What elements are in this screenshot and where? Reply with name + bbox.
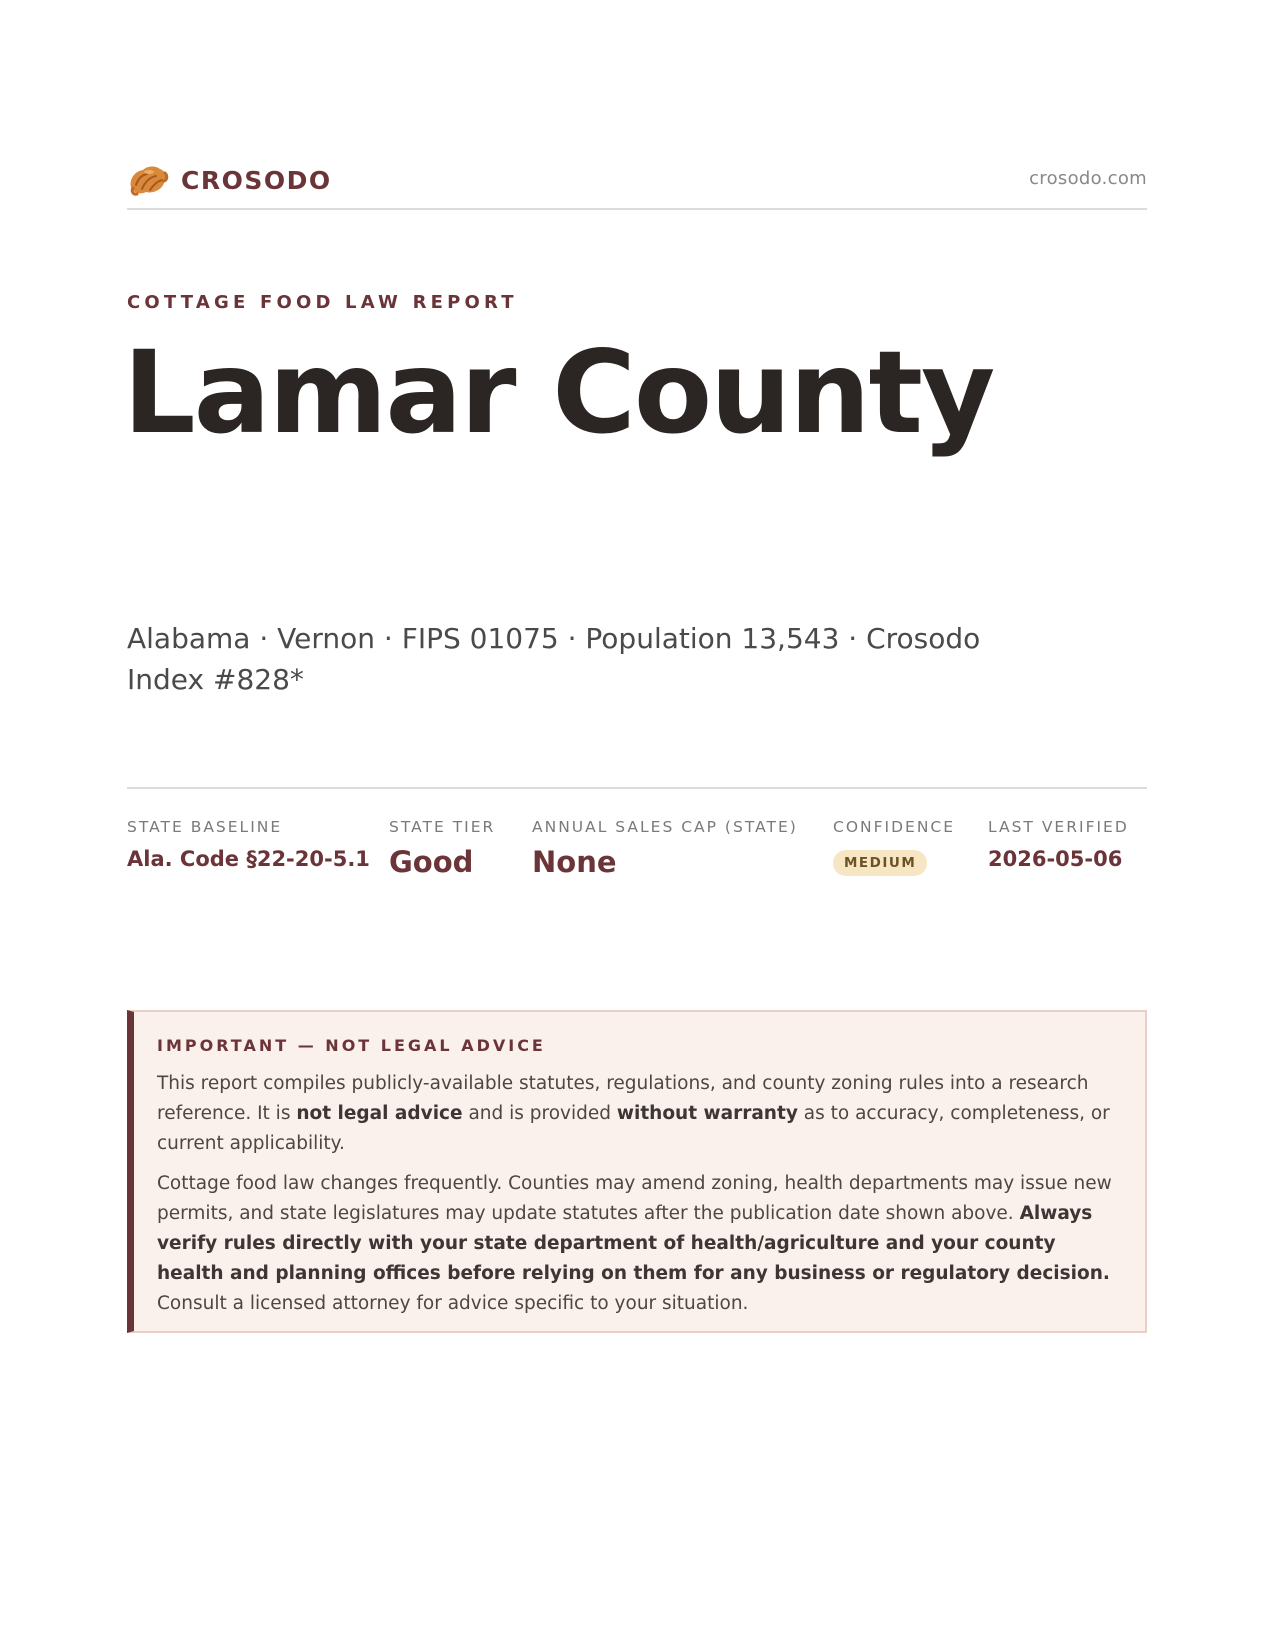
disclaimer-emphasis: without warranty: [616, 1103, 798, 1124]
brand-name: CROSODO: [181, 165, 332, 195]
report-subtitle: Alabama · Vernon · FIPS 01075 · Population 13,543 · Crosodo Index #828*: [127, 622, 981, 696]
status-badge: MEDIUM: [833, 850, 927, 876]
disclaimer-text: as to accuracy, completeness, or current applicability.: [157, 1103, 1110, 1154]
report-eyebrow: COTTAGE FOOD LAW REPORT: [127, 292, 518, 313]
stat-state-tier: [389, 818, 495, 879]
stat-sales-cap: [532, 818, 798, 879]
brand: [127, 161, 332, 199]
stat-last-verified: [988, 818, 1129, 871]
legal-disclaimer: [127, 1010, 1147, 1333]
croissant-icon: [127, 161, 169, 199]
disclaimer-emphasis: Always verify rules directly with your state department of health/agriculture and your county health and planning offices before relying on them for any business or regulatory decision.: [157, 1203, 1110, 1284]
stat-label: ANNUAL SALES CAP (STATE): [532, 818, 798, 836]
page-header: [127, 158, 1147, 210]
disclaimer-text: Consult a licensed attorney for advice specific to your situation.: [157, 1293, 749, 1314]
disclaimer-emphasis: not legal advice: [296, 1103, 463, 1124]
stats-divider: [127, 787, 1147, 789]
stat-value: None: [532, 845, 617, 879]
stat-value: Good: [389, 845, 474, 879]
page-title: Lamar County: [123, 326, 994, 459]
disclaimer-paragraph: [157, 1069, 1123, 1159]
stat-value: Ala. Code §22-20-5.1: [127, 847, 370, 871]
disclaimer-title: IMPORTANT — NOT LEGAL ADVICE: [157, 1036, 546, 1055]
disclaimer-text: This report compiles publicly-available statutes, regulations, and county zoning rules into a research reference. It is: [157, 1073, 1089, 1124]
report-page: [123, 0, 1147, 1650]
stat-confidence: [833, 818, 955, 876]
stat-state-baseline: [127, 818, 370, 871]
stat-value: 2026-05-06: [988, 847, 1123, 871]
site-url[interactable]: crosodo.com: [1029, 168, 1147, 189]
stat-label: STATE BASELINE: [127, 818, 283, 836]
disclaimer-paragraph: [157, 1169, 1123, 1319]
stat-label: LAST VERIFIED: [988, 818, 1129, 836]
disclaimer-text: and is provided: [462, 1103, 617, 1124]
stat-label: CONFIDENCE: [833, 818, 956, 836]
stat-label: STATE TIER: [389, 818, 496, 836]
disclaimer-text: Cottage food law changes frequently. Counties may amend zoning, health departments may issue new permits, and state legislatures may update statutes after the publication date shown above.: [157, 1173, 1112, 1224]
